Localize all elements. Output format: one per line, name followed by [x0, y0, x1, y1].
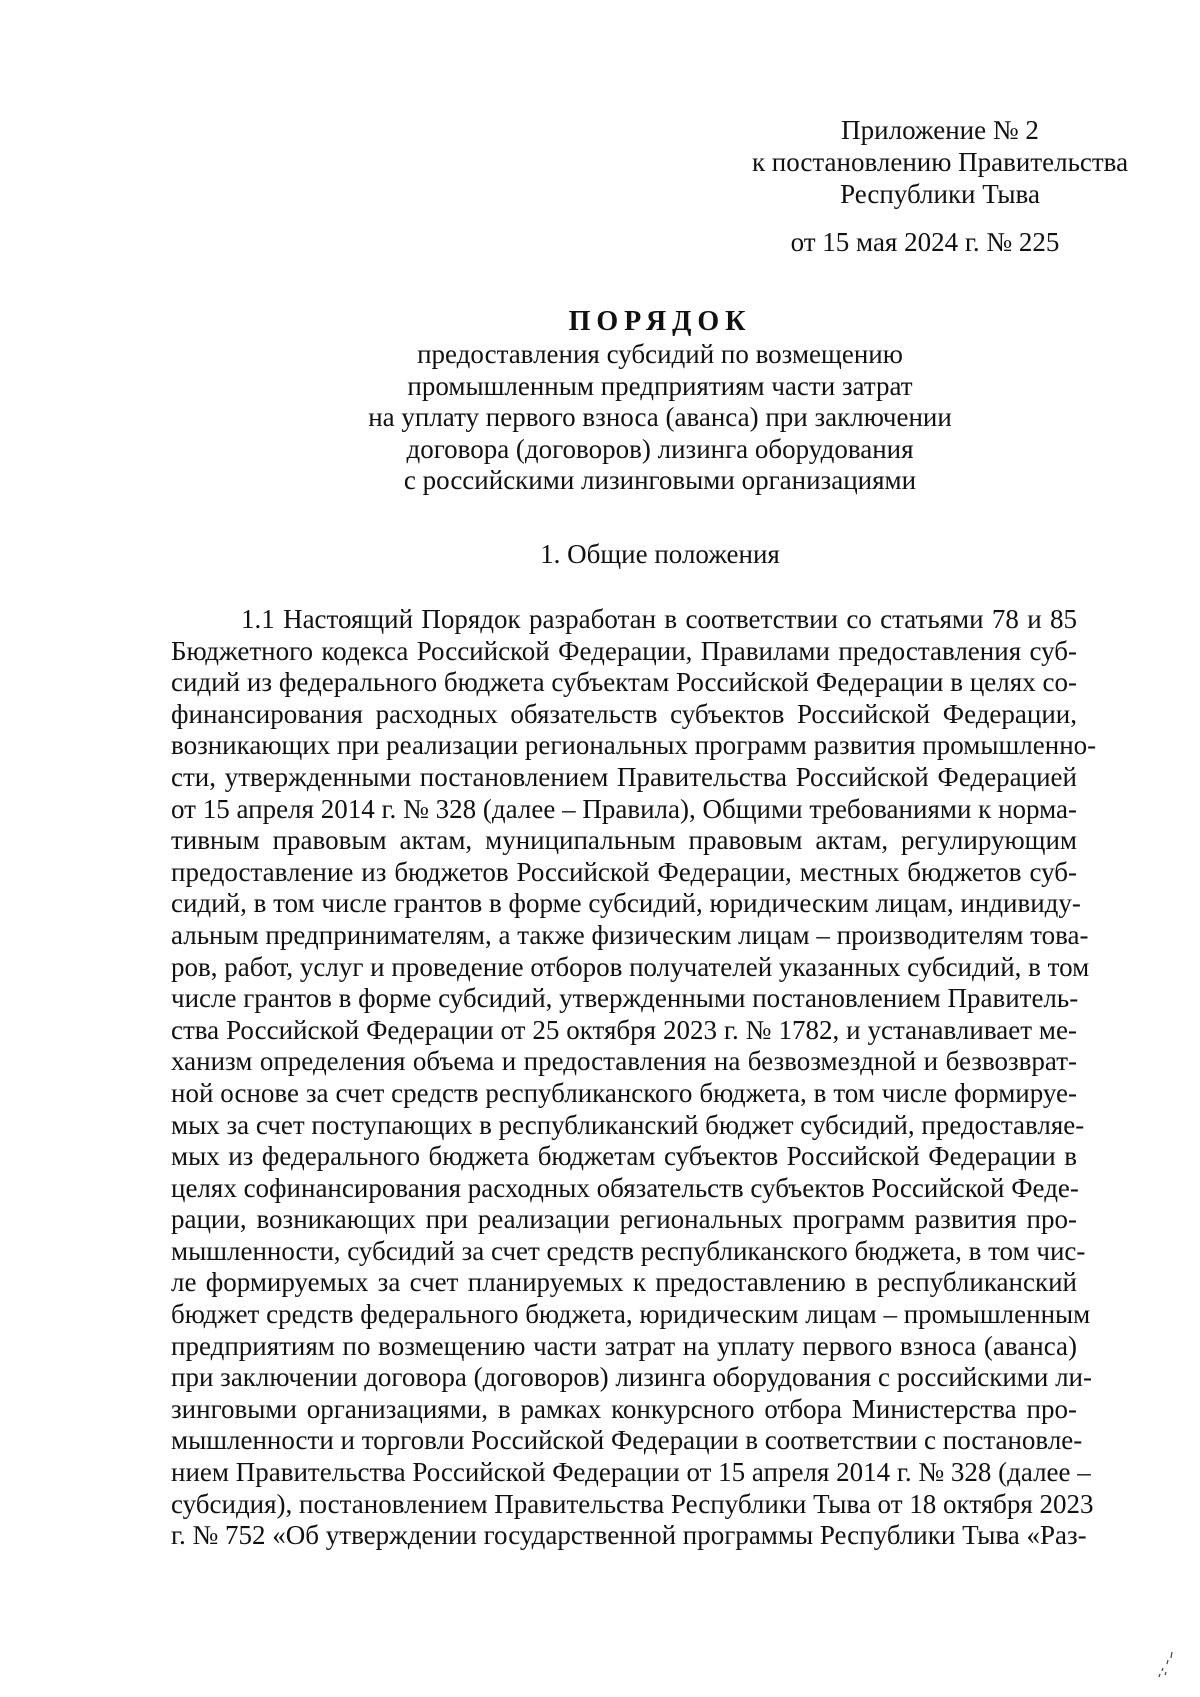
- subtitle-line: промышленным предприятиям части затрат: [407, 370, 913, 401]
- text-line: сидий, в том числе грантов в форме субсидий, юридическим лицам, индивиду-: [171, 888, 1081, 919]
- text-line: сти, утвержденными постановлением Правительства Российской Федерацией: [171, 761, 1077, 792]
- text-line: тивным правовым актам, муниципальным правовым актам, регулирующим: [171, 825, 1077, 856]
- text-line: мышленности, субсидий за счет средств республиканского бюджета, в том чис-: [171, 1235, 1086, 1266]
- subtitle-line: на уплату первого взноса (аванса) при заключении: [368, 402, 952, 432]
- text-line: предприятиям по возмещению части затрат на уплату первого взноса (аванса): [171, 1330, 1077, 1361]
- text-line: сидий из федерального бюджета субъектам Российской Федерации в целях со-: [171, 667, 1077, 698]
- text-line: предоставление из бюджетов Российской Федерации, местных бюджетов суб-: [171, 856, 1077, 887]
- text-line: субсидия), постановлением Правительства Республики Тыва от 18 октября 2023: [171, 1488, 1094, 1519]
- text-line: мых из федерального бюджета бюджетам субъектов Российской Федерации в: [171, 1141, 1077, 1172]
- text-line: альным предпринимателям, а также физическим лицам – производителям това-: [171, 919, 1089, 950]
- subtitle-line: договора (договоров) лизинга оборудования: [406, 433, 914, 464]
- text-line: ной основе за счет средств республиканского бюджета, в том числе формируе-: [171, 1077, 1077, 1108]
- appendix-block: [740, 114, 1140, 258]
- text-line: 1.1 Настоящий Порядок разработан в соответствии со статьями 78 и 85: [241, 604, 1077, 634]
- document-heading: [300, 305, 1020, 497]
- text-line: при заключении договора (договоров) лизинга оборудования с российскими ли-: [171, 1362, 1092, 1393]
- text-line: рации, возникающих при реализации региональных программ развития про-: [171, 1204, 1077, 1235]
- section-title: 1. Общие положения: [540, 539, 780, 569]
- text-line: ров, работ, услуг и проведение отборов получателей указанных субсидий, в том: [171, 951, 1090, 982]
- text-line: финансирования расходных обязательств субъектов Российской Федерации,: [171, 698, 1077, 729]
- text-line: возникающих при реализации региональных программ развития промышленно-: [171, 730, 1097, 761]
- text-line: от 15 апреля 2014 г. № 328 (далее – Правила), Общими требованиями к норма-: [171, 793, 1077, 824]
- paragraph-1-1: [171, 604, 1097, 1552]
- document-title: ПОРЯДОК: [568, 306, 752, 337]
- appendix-date: от 15 мая 2024 г. № 225: [790, 227, 1060, 257]
- text-line: ханизм определения объема и предоставления на безвозмездной и безвозврат-: [171, 1046, 1077, 1077]
- text-line: мышленности и торговли Российской Федерации в соответствии с постановле-: [171, 1425, 1083, 1456]
- text-line: Бюджетного кодекса Российской Федерации, Правилами предоставления суб-: [171, 635, 1077, 666]
- appendix-number: Приложение № 2: [841, 115, 1039, 145]
- subtitle-line: предоставления субсидий по возмещению: [417, 339, 903, 369]
- subtitle-line: с российскими лизинговыми организациями: [403, 465, 917, 495]
- text-line: зинговыми организациями, в рамках конкурсного отбора Министерства про-: [171, 1393, 1077, 1424]
- scan-artifact-mark: [1158, 1650, 1180, 1680]
- text-line: мых за счет поступающих в республиканский бюджет субсидий, предоставляе-: [171, 1109, 1085, 1140]
- text-line: числе грантов в форме субсидий, утвержденными постановлением Правитель-: [171, 983, 1079, 1014]
- appendix-reference: к постановлению Правительства: [751, 147, 1129, 177]
- appendix-republic: Республики Тыва: [840, 179, 1040, 209]
- text-line: нием Правительства Российской Федерации от 15 апреля 2014 г. № 328 (далее –: [171, 1457, 1091, 1488]
- text-line: ства Российской Федерации от 25 октября 2023 г. № 1782, и устанавливает ме-: [171, 1014, 1077, 1045]
- text-line: г. № 752 «Об утверждении государственной программы Республики Тыва «Раз-: [171, 1520, 1087, 1551]
- text-line: целях софинансирования расходных обязательств субъектов Российской Феде-: [171, 1172, 1079, 1203]
- text-line: ле формируемых за счет планируемых к предоставлению в республиканский: [171, 1267, 1077, 1298]
- text-line: бюджет средств федерального бюджета, юридическим лицам – промышленным: [171, 1299, 1091, 1330]
